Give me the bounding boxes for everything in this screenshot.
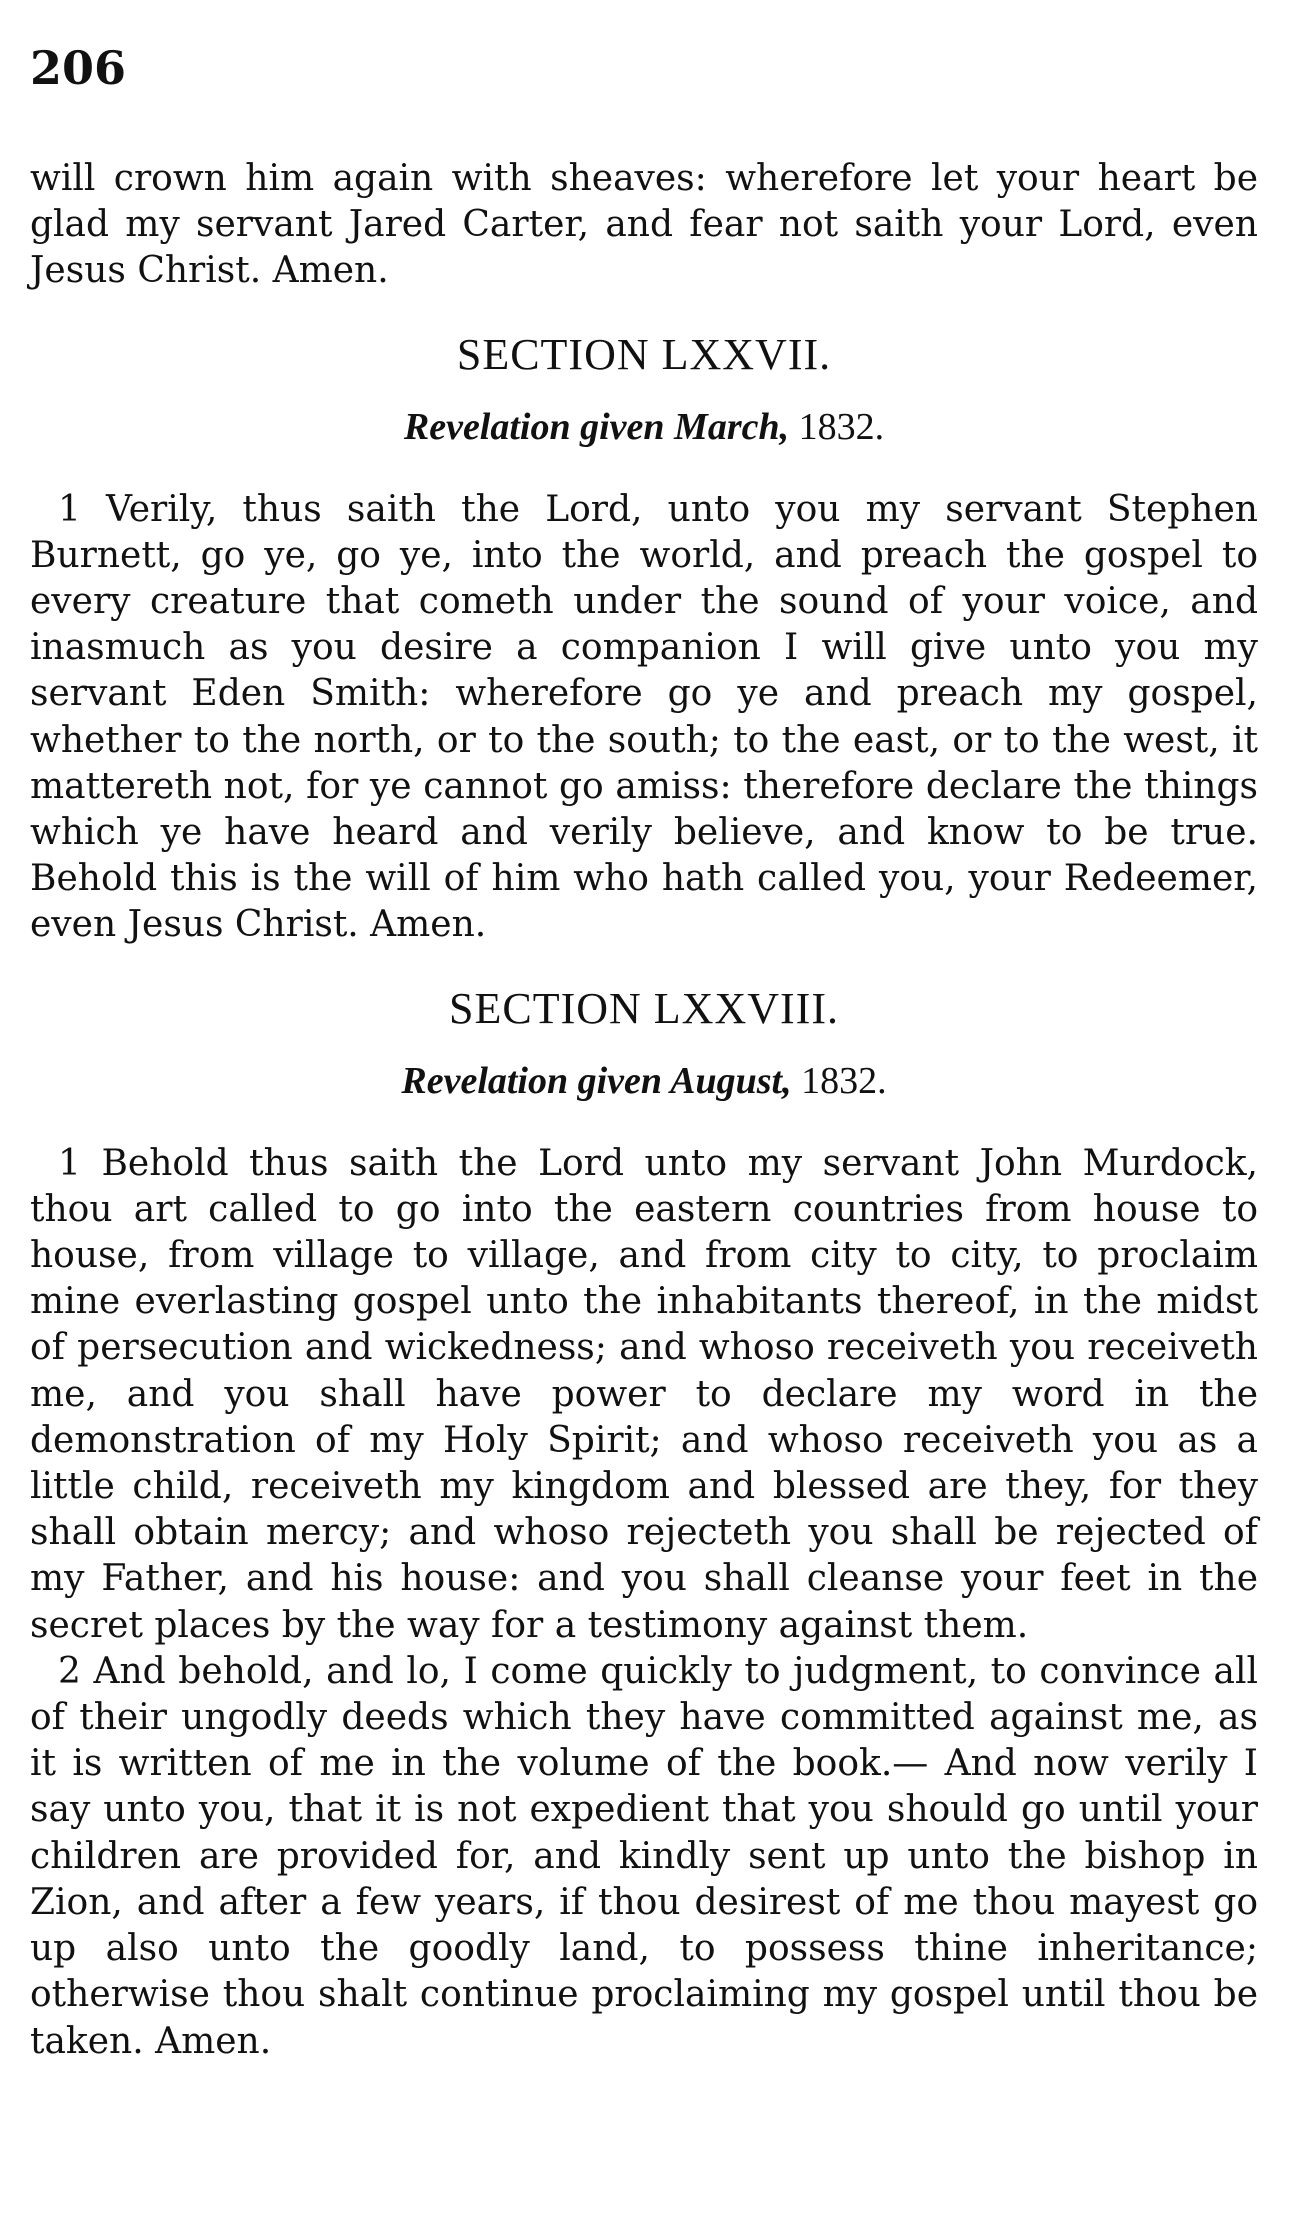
verse-paragraph: 2 And behold, and lo, I come quickly to judgment, to convince all of their ungodly deeds which they have committed against me, as it is written of me in the volume of the book.— And now verily I say unto you, that it is not expedient that you should go until your children are provided for, and kindly sent up unto the bishop in Zion, and after a few years, if thou desirest of me thou mayest go up also unto the goodly land, to possess thine inheritance; otherwise thou shalt continue proclaiming my gospel until thou be taken. Amen. — [30, 1650, 1258, 2062]
section-subheading — [30, 403, 1258, 451]
subheading-year: 1832. — [801, 1059, 887, 1102]
verse-paragraph: 1 Verily, thus saith the Lord, unto you my servant Stephen Burnett, go ye, go ye, into the world, and preach the gospel to every creature that cometh under the sound of your voice, and inasmuch as you desire a companion I will give unto you my servant Eden Smith: wherefore go ye and preach my gospel, whether to the north, or to the south; to the east, or to the west, it mattereth not, for ye cannot go amiss: therefore declare the things which ye have heard and verily believe, and know to be true. Behold this is the will of him who hath called you, your Redeemer, even Jesus Christ. Amen. — [30, 488, 1258, 946]
section-lxxvii — [30, 329, 1258, 949]
section-lxxviii — [30, 983, 1258, 2065]
page-number: 206 — [30, 41, 127, 95]
section-heading: SECTION LXXVII. — [456, 329, 832, 379]
opening-paragraph: will crown him again with sheaves: wherefore let your heart be glad my servant Jared Carter, and fear not saith your Lord, even Jesus Christ. Amen. — [30, 158, 1258, 292]
subheading-text: Revelation given August, — [401, 1059, 792, 1102]
section-heading: SECTION LXXVIII. — [449, 983, 839, 1033]
subheading-year: 1832. — [798, 405, 885, 448]
section-subheading — [30, 1057, 1258, 1105]
book-page — [30, 40, 1258, 2065]
subheading-text: Revelation given March, — [403, 405, 790, 448]
verse-paragraph: 1 Behold thus saith the Lord unto my servant John Murdock, thou art called to go into the eastern countries from house to house, from village to village, and from city to city, to proclaim mine everlasting gospel unto the inhabitants thereof, in the midst of persecution and wickedness; and whoso receiveth you receiveth me, and you shall have power to declare my word in the demonstration of my Holy Spirit; and whoso receiveth you as a little child, receiveth my kingdom and blessed are they, for they shall obtain mercy; and whoso rejecteth you shall be rejected of my Father, and his house: and you shall cleanse your feet in the secret places by the way for a testimony against them. — [30, 1142, 1258, 1646]
